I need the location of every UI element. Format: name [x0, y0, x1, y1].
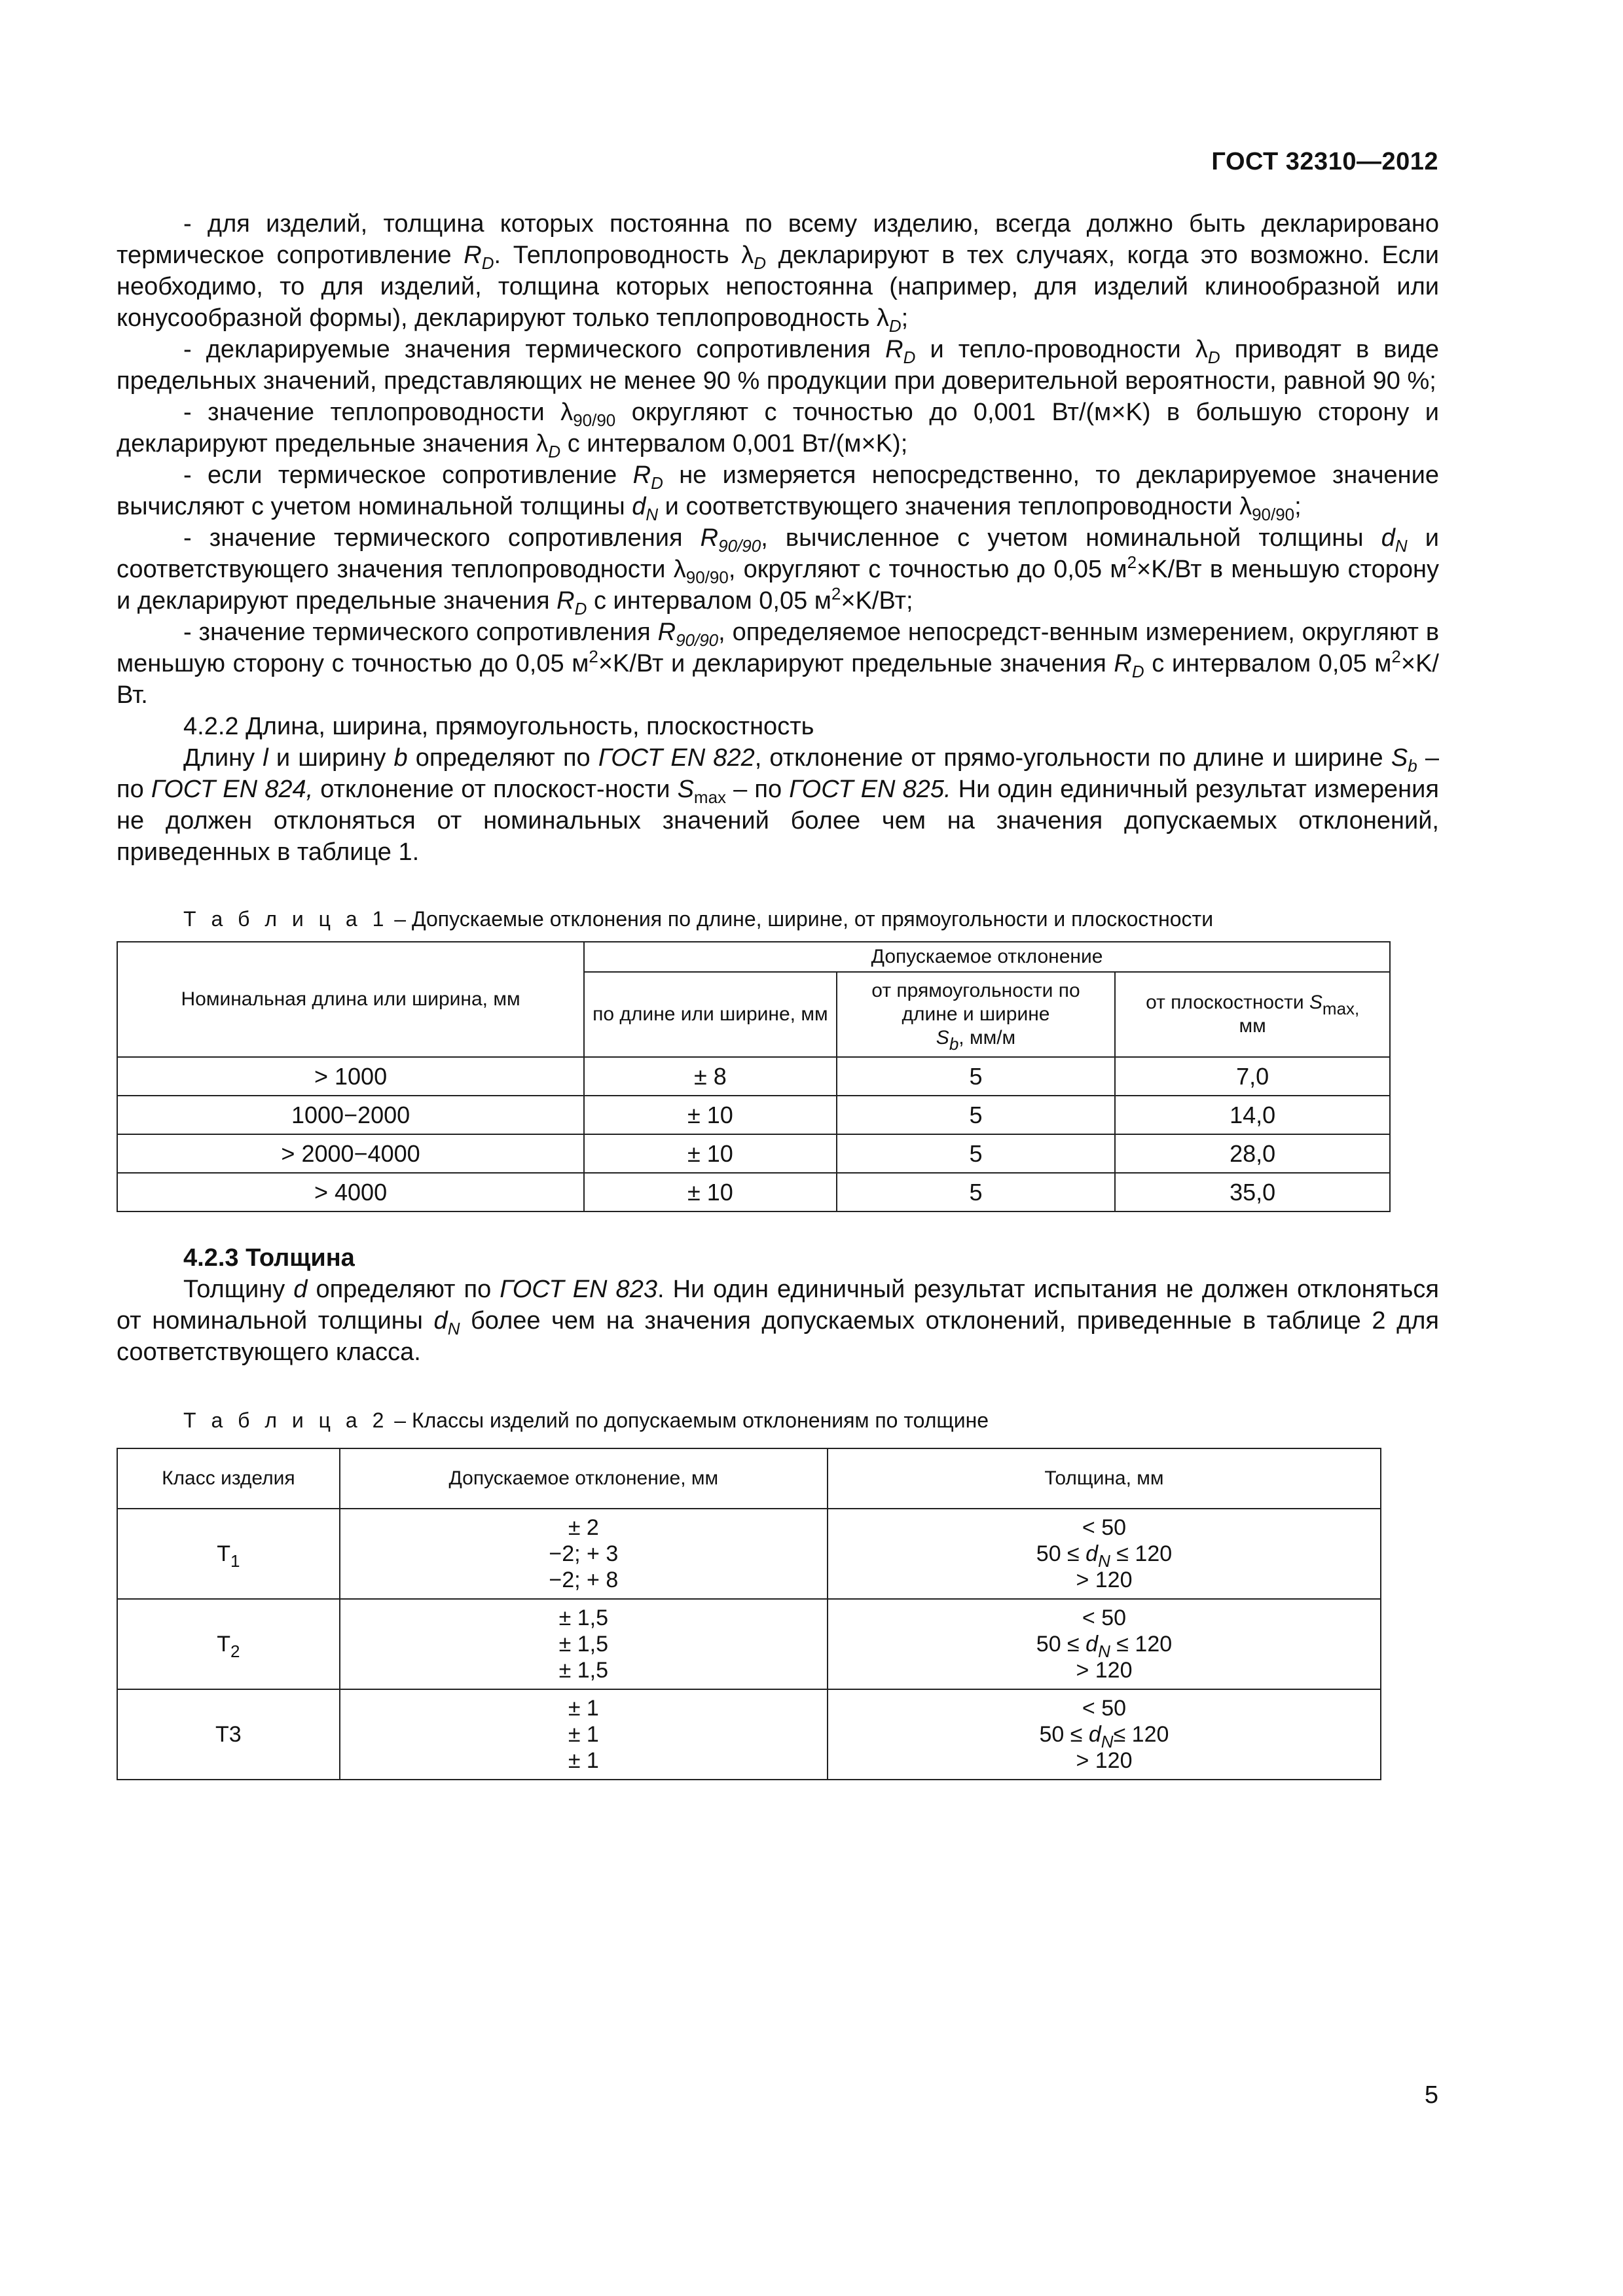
paragraph-5: - значение термического сопротивления $R_{90/90}$, вычисленное с учетом номинальной толщины $d_N$ и соответствующего значения теплопроводности $\lambda_{90/90}$, округляют с точностью до 0,05 $м^2\times K/Вт$ в меньшую сторону и декларируют предельные значения $R_D$ с интервалом 0,05 $м^2\times K/Вт$; — [117, 524, 1439, 619]
section-4-2-2-heading: 4.2.2 Длина, ширина, прямоугольность, плоскостность — [183, 713, 814, 740]
page-content — [117, 208, 1439, 1780]
table-cell: 5 — [837, 1096, 1116, 1134]
table-row — [117, 1173, 1390, 1211]
table-row — [117, 1509, 1381, 1599]
table-1-header-group: Допускаемое отклонение — [584, 942, 1390, 972]
table-1-header-flatness: от плоскостности $S_{max,}$ мм — [1115, 972, 1390, 1057]
thickness-values: < 50 $50 \le d_N \le 120$ > 120 — [828, 1599, 1381, 1689]
table-cell: ± 10 — [584, 1173, 837, 1211]
thickness-values: < 50 $50 \le d_N \le 120$ > 120 — [828, 1509, 1381, 1599]
table-cell: ± 10 — [584, 1096, 837, 1134]
table-cell: 5 — [837, 1173, 1116, 1211]
table-cell: ± 10 — [584, 1134, 837, 1173]
table-cell: 7,0 — [1115, 1057, 1390, 1096]
table-2 — [117, 1448, 1381, 1780]
paragraph-7: Длину l и ширину b определяют по ГОСТ EN 822, отклонение от прямо-угольности по длине и ширине $S_b$ – по ГОСТ EN 824, отклонение от плоскост-ности $S_{max}$ – по ГОСТ EN 825. Ни один единичный результат измерения не должен отклоняться от номинальных значений более чем на значения допускаемых отклонений, приведенных в таблице 1. — [117, 744, 1439, 866]
table-cell: 14,0 — [1115, 1096, 1390, 1134]
thickness-values: < 50 $50 \le d_N\le 120$ > 120 — [828, 1689, 1381, 1780]
table-2-header-thickness: Толщина, мм — [828, 1448, 1381, 1509]
paragraph-6: - значение термического сопротивления $R_{90/90}$, определяемое непосредст-венным измерением, округляют в меньшую сторону с точностью до 0,05 $м^2\times K/Вт$ и декларируют предельные значения $R_D$ с интервалом 0,05 $м^2\times K/Вт$. — [117, 619, 1440, 709]
table-cell: > 1000 — [117, 1057, 584, 1096]
table-cell: 5 — [837, 1134, 1116, 1173]
table-row — [117, 1134, 1390, 1173]
table-cell: > 4000 — [117, 1173, 584, 1211]
table-2-caption: Т а б л и ц а 2 – Классы изделий по допускаемым отклонениям по толщине — [183, 1408, 989, 1432]
table-2-header-deviation: Допускаемое отклонение, мм — [340, 1448, 828, 1509]
table-1-header-rectangularity: от прямоугольности по длине и ширине $S_b$, мм/м — [837, 972, 1116, 1057]
table-row — [117, 1057, 1390, 1096]
table-1-header-nominal: Номинальная длина или ширина, мм — [117, 942, 584, 1057]
paragraph-2: - декларируемые значения термического сопротивления $R_D$ и тепло-проводности $\lambda_D$ приводят в виде предельных значений, представляющих не менее 90 % продукции при доверительной вероятности, равной 90 %; — [117, 336, 1439, 395]
table-1 — [117, 941, 1391, 1212]
paragraph-3: - значение теплопроводности $\lambda_{90/90}$ округляют с точностью до 0,001 Вт/(м×K) в большую сторону и декларируют предельные значения $\lambda_D$ с интервалом 0,001 Вт/(м×K); — [117, 399, 1439, 461]
deviation-values: ± 1 ± 1 ± 1 — [340, 1689, 828, 1780]
table-2-header-class: Класс изделия — [117, 1448, 340, 1509]
page-number: 5 — [1424, 2081, 1438, 2109]
paragraph-4: - если термическое сопротивление $R_D$ не измеряется непосредственно, то декларируемое значение вычисляют с учетом номинальной толщины $d_N$ и соответствующего значения теплопроводности $\lambda_{90/90}$; — [117, 461, 1439, 524]
table-cell: 35,0 — [1115, 1173, 1390, 1211]
table-row — [117, 1689, 1381, 1780]
table-cell: 5 — [837, 1057, 1116, 1096]
document-code: ГОСТ 32310—2012 — [1211, 148, 1438, 175]
deviation-values: ± 1,5 ± 1,5 ± 1,5 — [340, 1599, 828, 1689]
table-1-header-length: по длине или ширине, мм — [584, 972, 837, 1057]
product-class: T3 — [117, 1689, 340, 1780]
table-cell: 28,0 — [1115, 1134, 1390, 1173]
paragraph-1: - для изделий, толщина которых постоянна по всему изделию, всегда должно быть декларировано термическое сопротивление $R_D$. Теплопроводность $\lambda_D$ декларируют в тех случаях, когда это возможно. Если необходимо, то для изделий, толщина которых непостоянна (например, для изделий клинообразной или конусообразной формы), декларируют только теплопроводность $\lambda_D$; — [117, 210, 1439, 336]
product-class: $T_1$ — [117, 1509, 340, 1599]
section-4-2-3-heading: 4.2.3 Толщина — [183, 1244, 355, 1272]
table-1-caption: Т а б л и ц а 1 – Допускаемые отклонения по длине, ширине, от прямоугольности и плоскостности — [183, 907, 1214, 931]
table-cell: 1000−2000 — [117, 1096, 584, 1134]
product-class: $T_2$ — [117, 1599, 340, 1689]
table-row — [117, 1096, 1390, 1134]
table-row — [117, 1599, 1381, 1689]
paragraph-8: Толщину d определяют по ГОСТ EN 823. Ни один единичный результат испытания не должен отклоняться от номинальной толщины $d_N$ более чем на значения допускаемых отклонений, приведенные в таблице 2 для соответствующего класса. — [117, 1276, 1439, 1366]
table-cell: > 2000−4000 — [117, 1134, 584, 1173]
table-cell: ± 8 — [584, 1057, 837, 1096]
deviation-values: ± 2 −2; + 3 −2; + 8 — [340, 1509, 828, 1599]
